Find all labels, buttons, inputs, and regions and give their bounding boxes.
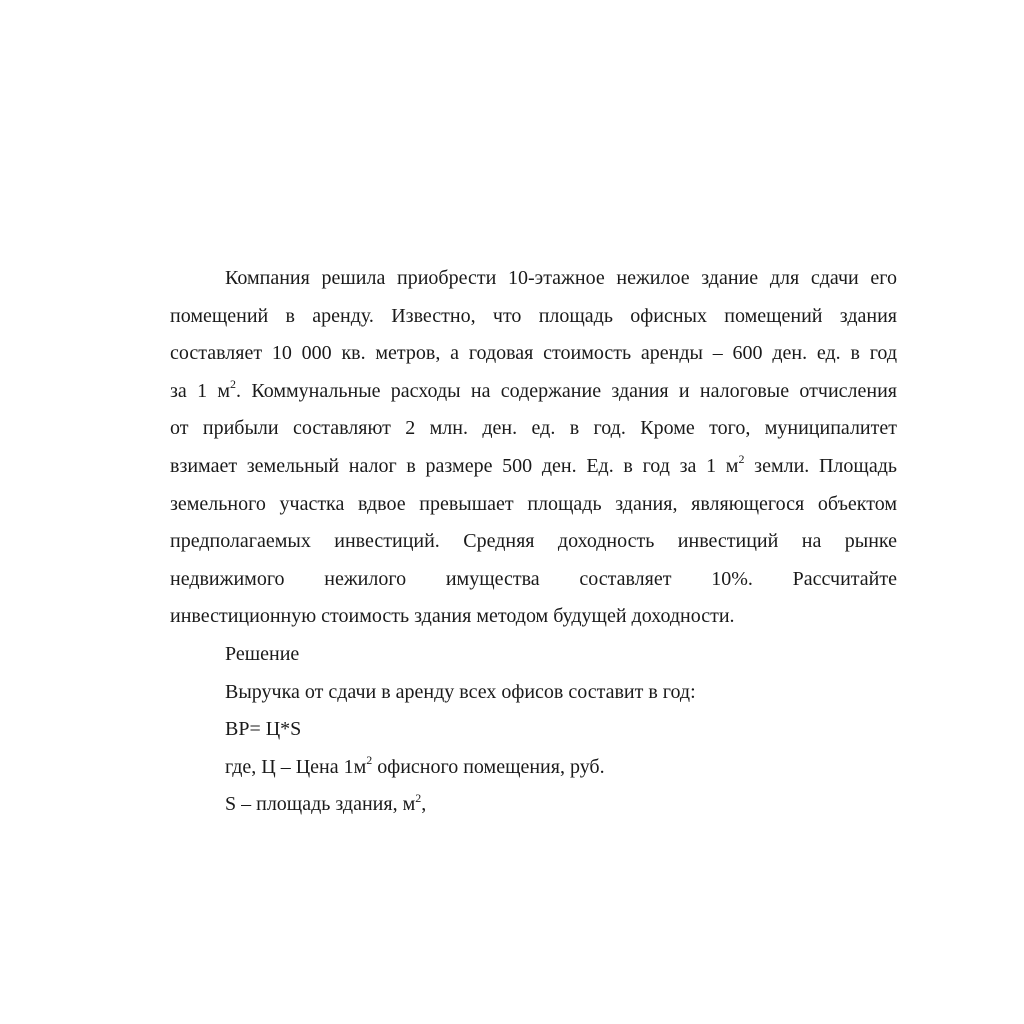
word: составляет [579, 567, 672, 590]
superscript: 2 [738, 452, 745, 467]
word: 10%. [711, 567, 753, 590]
document-body [170, 260, 897, 824]
problem-line-1: Компания решила приобрести 10-этажное нежилое здание для сдачи его [225, 267, 897, 289]
solution-heading: Решение [225, 642, 300, 665]
word: имущества [445, 567, 540, 590]
superscript: 2 [230, 377, 237, 392]
problem-line-5: от прибыли составляют 2 млн. ден. ед. в год. Кроме того, муниципалитет [170, 417, 897, 440]
superscript: 2 [366, 753, 373, 768]
revenue-intro: Выручка от сдачи в аренду всех офисов составит в год: [225, 680, 696, 703]
problem-line-2: помещений в аренду. Известно, что площадь офисных помещений здания [170, 304, 897, 327]
price-definition: где, Ц – Цена $1м^2$ офисного помещения, руб. [225, 753, 605, 778]
problem-line-6: взимает земельный налог в размере 500 ден. Ед. в год за 1 $м^2$ земли. Площадь [170, 452, 897, 477]
superscript: 2 [415, 790, 422, 805]
word: недвижимого [170, 567, 285, 590]
problem-line-3: составляет 10 000 кв. метров, а годовая стоимость аренды – 600 ден. ед. в год [170, 342, 897, 365]
problem-line-10: инвестиционную стоимость здания методом будущей доходности. [170, 605, 735, 628]
word: Рассчитайте [792, 567, 897, 590]
problem-line-8: предполагаемых инвестиций. Средняя доходность инвестиций на рынке [170, 530, 897, 553]
area-definition: S – площадь здания, $м^2$, [225, 790, 427, 816]
problem-line-7: земельного участка вдвое превышает площадь здания, являющегося объектом [170, 492, 897, 515]
word: нежилого [324, 567, 407, 590]
revenue-formula: ВР= Ц*S [225, 718, 302, 741]
problem-line-4: за 1 $м^2$. Коммунальные расходы на содержание здания и налоговые отчисления [170, 377, 897, 402]
problem-line-9 [170, 561, 897, 599]
